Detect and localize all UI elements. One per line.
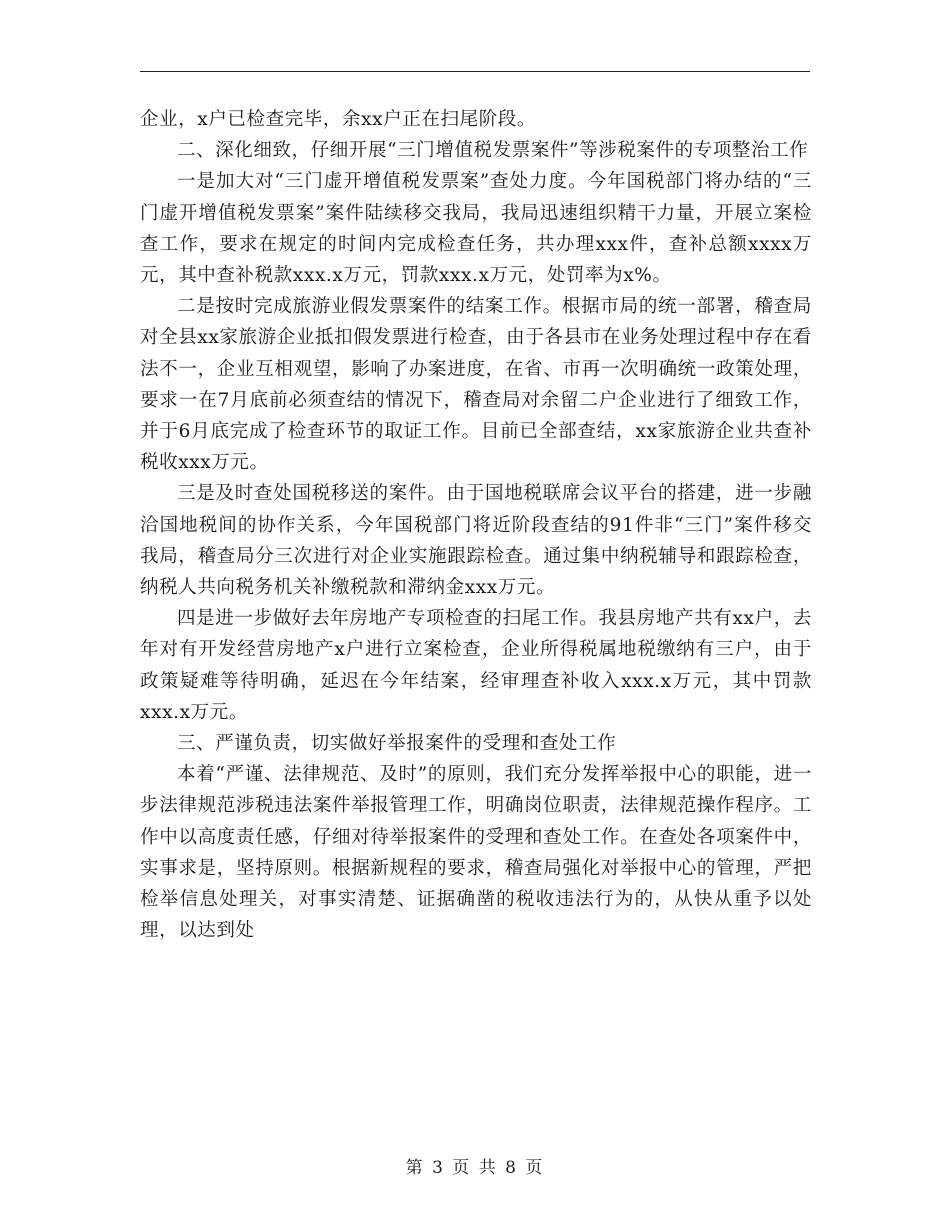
- section-heading-2: 二、深化细致，仔细开展“三门增值税发票案件”等涉税案件的专项整治工作: [177, 140, 809, 162]
- paragraph-item-3: 三是及时查处国税移送的案件。由于国地税联席会议平台的搭建，进一步融洽国地税间的协作关系，今年国税部门将近阶段查结的91件非“三门”案件移交我局，稽查局分三次进行对企业实施跟踪检查。通过集中纳税辅导和跟踪检查，纳税人共向税务机关补缴税款和滞纳金xxx万元。: [140, 483, 812, 599]
- paragraph-item-2: 二是按时完成旅游业假发票案件的结案工作。根据市局的统一部署，稽查局对全县xx家旅游企业抵扣假发票进行检查，由于各县市在业务处理过程中存在看法不一，企业互相观望，影响了办案进度，在省、市再一次明确统一政策处理，要求一在7月底前必须查结的情况下，稽查局对余留二户企业进行了细致工作，并于6月底完成了检查环节的取证工作。目前已全部查结，xx家旅游企业共查补税收xxx万元。: [140, 296, 812, 474]
- paragraph-item-1: 一是加大对“三门虚开增值税发票案”查处力度。今年国税部门将办结的“三门虚开增值税发票案”案件陆续移交我局，我局迅速组织精干力量，开展立案检查工作，要求在规定的时间内完成检查任务，共办理xxx件，查补总额xxxx万元，其中查补税款xxx.x万元，罚款xxx.x万元，处罚率为x%。: [140, 171, 812, 287]
- document-body: [140, 104, 812, 946]
- paragraph-continuation: 企业，x户已检查完毕，余xx户正在扫尾阶段。: [140, 109, 537, 130]
- paragraph-report-center: 本着“严谨、法律规范、及时”的原则，我们充分发挥举报中心的职能，进一步法律规范涉税违法案件举报管理工作，明确岗位职责，法律规范操作程序。工作中以高度责任感，仔细对待举报案件的受理和查处工作。在查处各项案件中，实事求是，坚持原则。根据新规程的要求，稽查局强化对举报中心的管理，严把检举信息处理关，对事实清楚、证据确凿的税收违法行为的，从快从重予以处理，以达到处: [140, 764, 812, 942]
- header-rule: [140, 71, 810, 72]
- section-heading-3: 三、严谨负责，切实做好举报案件的受理和查处工作: [177, 733, 617, 755]
- paragraph-item-4: 四是进一步做好去年房地产专项检查的扫尾工作。我县房地产共有xx户，去年对有开发经营房地产x户进行立案检查，企业所得税属地税缴纳有三户，由于政策疑难等待明确，延迟在今年结案，经审理查补收入xxx.x万元，其中罚款xxx.x万元。: [140, 608, 812, 723]
- page-number: 第 3 页 共 8 页: [405, 1158, 545, 1178]
